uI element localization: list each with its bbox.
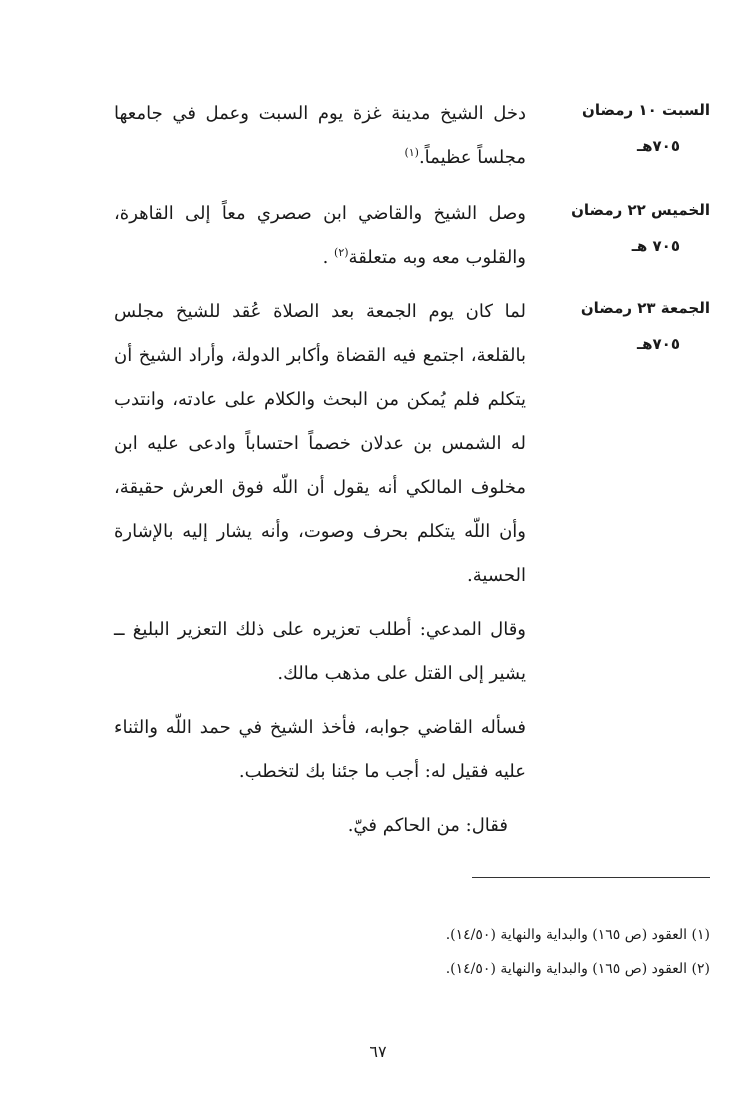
date-day: الجمعة ٢٣ رمضان — [580, 299, 710, 317]
paragraph-suffix: . — [322, 247, 335, 268]
entry-date — [560, 192, 710, 264]
entry-text — [114, 92, 544, 180]
date-year: ٧٠٥ هـ — [631, 237, 680, 255]
entry-date — [560, 92, 710, 164]
footnote-marker: (١) — [404, 146, 419, 159]
footnotes — [50, 918, 710, 986]
date-year: ٧٠٥هـ — [637, 137, 680, 155]
paragraph — [114, 92, 544, 180]
footnote-1: (١) العقود (ص ١٦٥) والبداية والنهاية (١٤/٥٠). — [445, 927, 710, 943]
entry-text — [114, 290, 544, 848]
entry-date — [560, 290, 710, 362]
date-year: ٧٠٥هـ — [637, 335, 680, 353]
date-day: الخميس ٢٢ رمضان — [571, 201, 710, 219]
page-number: ٦٧ — [369, 1042, 387, 1061]
paragraph: فقال: من الحاكم فيّ. — [347, 815, 508, 836]
footnote-separator — [472, 877, 710, 878]
paragraph-text: دخل الشيخ مدينة غزة يوم السبت وعمل في جامعها مجلساً عظيماً. — [114, 103, 526, 168]
footnote-2: (٢) العقود (ص ١٦٥) والبداية والنهاية (١٤/٥٠). — [445, 961, 710, 977]
paragraph: وقال المدعي: أطلب تعزيره على ذلك التعزير البليغ ــ يشير إلى القتل على مذهب مالك. — [114, 619, 526, 684]
paragraph: فسأله القاضي جوابه، فأخذ الشيخ في حمد اللّه والثناء عليه فقيل له: أجب ما جئنا بك لتخطب. — [114, 717, 526, 782]
paragraph: لما كان يوم الجمعة بعد الصلاة عُقد للشيخ مجلس بالقلعة، اجتمع فيه القضاة وأكابر الدولة، وأراد الشيخ أن يتكلم فلم يُمكن من البحث والكلام على عادته، وانتدب له الشمس بن عدلان خصماً احتساباً وادعى عليه ابن مخلوف المالكي أنه يقول أن اللّه فوق العرش حقيقة، وأن اللّه يتكلم بحرف وصوت، وأنه يشار إليه بالإشارة الحسية. — [114, 301, 526, 586]
paragraph-text: وصل الشيخ والقاضي ابن صصري معاً إلى القاهرة، والقلوب معه وبه متعلقة — [114, 203, 526, 268]
footnote-marker: (٢) — [334, 246, 349, 259]
entry-text — [114, 192, 544, 280]
paragraph — [114, 192, 544, 280]
date-day: السبت ١٠ رمضان — [582, 101, 710, 119]
